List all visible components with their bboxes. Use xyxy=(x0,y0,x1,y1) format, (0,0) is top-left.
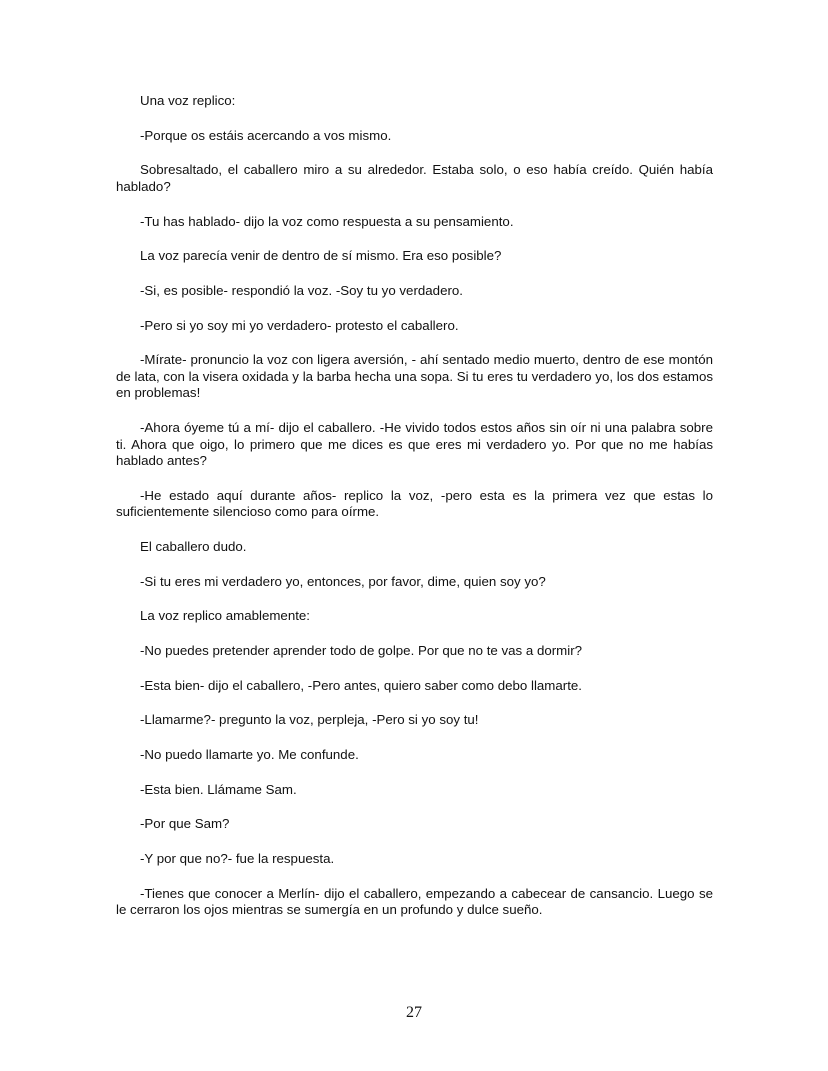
paragraph: -Pero si yo soy mi yo verdadero- protesto el caballero. xyxy=(140,317,459,333)
page-number: 27 xyxy=(406,1004,422,1021)
page-body xyxy=(116,93,713,937)
paragraph: -Llamarme?- pregunto la voz, perpleja, -Pero si yo soy tu! xyxy=(140,712,479,728)
paragraph: -Esta bien- dijo el caballero, -Pero antes, quiero saber como debo llamarte. xyxy=(140,677,582,693)
paragraph: -No puedo llamarte yo. Me confunde. xyxy=(140,747,359,762)
paragraph: La voz parecía venir de dentro de sí mismo. Era eso posible? xyxy=(140,248,502,264)
paragraph: Una voz replico: xyxy=(140,93,236,108)
paragraph: -Si tu eres mi verdadero yo, entonces, por favor, dime, quien soy yo? xyxy=(140,573,546,589)
paragraph: -Por que Sam? xyxy=(140,816,230,832)
paragraph: -Tu has hablado- dijo la voz como respuesta a su pensamiento. xyxy=(140,213,514,229)
paragraph: El caballero dudo. xyxy=(140,538,247,554)
paragraph: -Si, es posible- respondió la voz. -Soy tu yo verdadero. xyxy=(140,282,463,298)
paragraph: -Mírate- pronuncio la voz con ligera aversión, - ahí sentado medio muerto, dentro de ese montón de lata, con la visera oxidada y la barba hecha una sopa. Si tu eres tu verdadero yo, los dos estamos en problemas! xyxy=(116,352,713,401)
paragraph: -Y por que no?- fue la respuesta. xyxy=(140,851,335,867)
paragraph: -Esta bien. Llámame Sam. xyxy=(140,781,297,797)
paragraph: -He estado aquí durante años- replico la voz, -pero esta es la primera vez que estas lo suficientemente silencioso como para oírme. xyxy=(116,487,713,520)
paragraph: -Tienes que conocer a Merlín- dijo el caballero, empezando a cabecear de cansancio. Luego se le cerraron los ojos mientras se sumergía en un profundo y dulce sueño. xyxy=(116,885,713,918)
paragraph: La voz replico amablemente: xyxy=(140,608,310,624)
paragraph: -No puedes pretender aprender todo de golpe. Por que no te vas a dormir? xyxy=(140,642,583,658)
paragraph: -Ahora óyeme tú a mí- dijo el caballero. -He vivido todos estos años sin oír ni una palabra sobre ti. Ahora que oigo, lo primero que me dices es que eres mi verdadero yo. Por que no me habías hablado antes? xyxy=(116,420,713,468)
paragraph: -Porque os estáis acercando a vos mismo. xyxy=(140,127,392,143)
paragraph: Sobresaltado, el caballero miro a su alrededor. Estaba solo, o eso había creído. Quién había hablado? xyxy=(116,162,713,194)
